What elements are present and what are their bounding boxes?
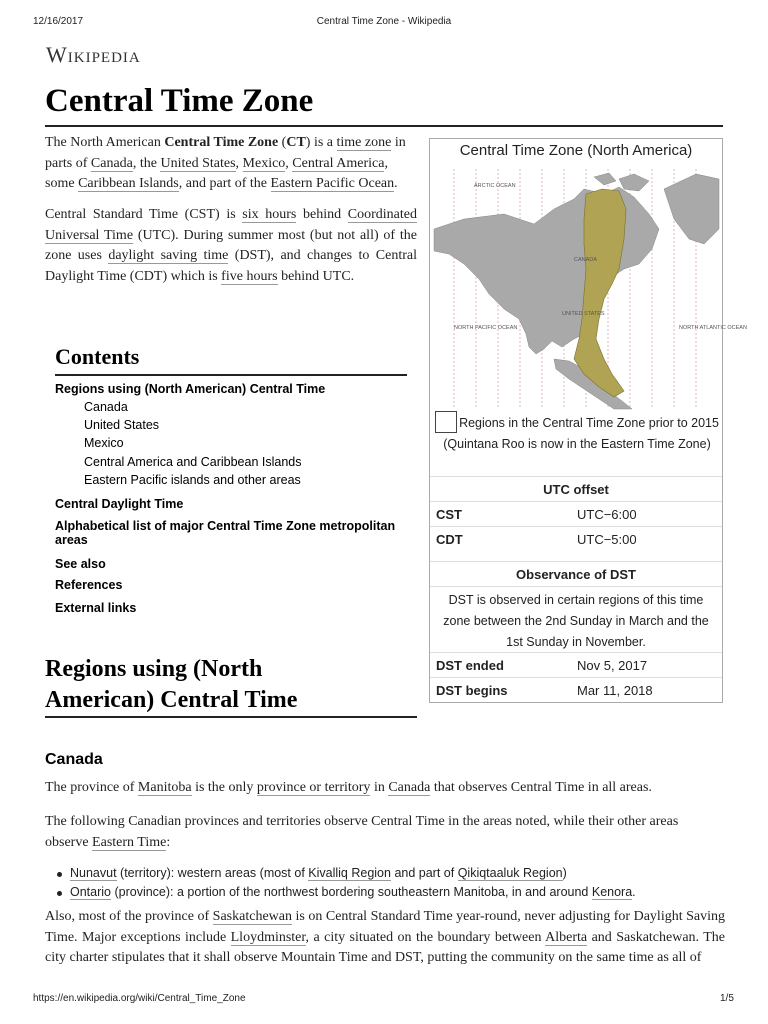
wikipedia-wordmark[interactable]: Wikipedia: [46, 42, 141, 67]
cdt-label: CDT: [436, 532, 463, 547]
toc-item-see-also[interactable]: See also: [55, 557, 106, 571]
section-heading-regions: Regions using (North American) Central Time: [45, 656, 298, 713]
link-caribbean-islands[interactable]: Caribbean Islands: [78, 176, 179, 191]
cst-row: [430, 501, 722, 526]
canada-paragraph-1: The province of Manitoba is the only province or territory in Canada that observes Central Time in all areas.: [45, 780, 652, 795]
infobox: [429, 138, 747, 703]
toc-item-regions[interactable]: Regions using (North American) Central Time: [55, 382, 326, 396]
link-daylight-saving-time[interactable]: daylight saving time: [108, 248, 229, 263]
title-divider: [45, 125, 723, 127]
link-five-hours[interactable]: five hours: [221, 268, 278, 284]
central-time-zone-map[interactable]: [434, 169, 747, 409]
infobox-caption: Regions in the Central Time Zone prior to 2015 (Quintana Roo is now in the Eastern Time Zone): [434, 411, 720, 455]
contents-divider: [55, 374, 407, 376]
link-six-hours[interactable]: six hours: [242, 207, 297, 222]
toc-item-canada[interactable]: Canada: [84, 400, 128, 414]
dst-begins-value: Mar 11, 2018: [577, 683, 653, 698]
dst-begins-label: DST begins: [436, 683, 508, 698]
intro-paragraph-1: The North American Central Time Zone (CT) is a time zone in parts of Canada, the United States, Mexico, Central America, some Caribbean Islands, and part of the Eastern Pacific Ocean.: [45, 135, 406, 191]
svg-text:CANADA: CANADA: [574, 257, 597, 263]
toc-item-eastern-pacific[interactable]: Eastern Pacific islands and other areas: [84, 473, 301, 487]
contents-title: Contents: [55, 344, 140, 369]
canada-paragraph-3: Also, most of the province of Saskatchewan is on Central Standard Time year-round, never adjusting for Daylight Saving Time. Major exceptions include Lloydminster, a city situated on the boundary between Alberta and Saskatchewan. The city charter stipulates that it shall observe Mountain Time and DST, putting the community on the same time as all of: [45, 909, 726, 965]
link-eastern-time[interactable]: Eastern Time: [92, 834, 167, 850]
link-qikiqtaaluk-region[interactable]: Qikiqtaaluk Region: [457, 866, 563, 880]
bullet-ontario: Ontario (province): a portion of the northwest bordering southeastern Manitoba, in and around Kenora.: [70, 885, 636, 899]
link-nunavut[interactable]: Nunavut: [70, 866, 117, 880]
toc-item-united-states[interactable]: United States: [84, 418, 160, 432]
link-saskatchewan[interactable]: Saskatchewan: [212, 909, 292, 924]
toc-item-metro-areas[interactable]: Alphabetical list of major Central Time Zone metropolitan areas: [55, 519, 396, 547]
link-time-zone[interactable]: time zone: [336, 135, 392, 150]
link-kenora[interactable]: Kenora: [591, 885, 633, 899]
cst-value: UTC−6:00: [577, 507, 637, 522]
link-central-america[interactable]: Central America: [292, 155, 385, 171]
toc-item-mexico[interactable]: Mexico: [84, 436, 124, 450]
svg-text:NORTH ATLANTIC OCEAN: NORTH ATLANTIC OCEAN: [679, 325, 747, 331]
toc-item-central-america[interactable]: Central America and Caribbean Islands: [84, 455, 302, 469]
toc-item-external-links[interactable]: External links: [55, 601, 137, 615]
link-united-states[interactable]: United States: [160, 155, 236, 171]
dst-ended-value: Nov 5, 2017: [577, 658, 648, 673]
link-lloydminster[interactable]: Lloydminster: [230, 929, 306, 945]
svg-text:UNITED STATES: UNITED STATES: [562, 311, 605, 317]
print-date: 12/16/2017: [33, 16, 84, 27]
print-page-title: Central Time Zone - Wikipedia: [316, 16, 452, 27]
utc-offset-header: UTC offset: [430, 476, 722, 501]
cst-label: CST: [436, 507, 462, 522]
link-ontario[interactable]: Ontario: [70, 885, 111, 899]
infobox-title: Central Time Zone (North America): [459, 142, 693, 159]
svg-text:ARCTIC OCEAN: ARCTIC OCEAN: [474, 183, 516, 189]
link-eastern-pacific-ocean[interactable]: Eastern Pacific Ocean: [270, 176, 395, 191]
link-canada[interactable]: Canada: [90, 155, 133, 171]
link-utc[interactable]: Coordinated Universal Time: [45, 207, 417, 243]
print-url: https://en.wikipedia.org/wiki/Central_Time_Zone: [33, 993, 246, 1004]
subsection-heading-canada: Canada: [45, 751, 103, 768]
intro-paragraph-2: Central Standard Time (CST) is six hours behind Coordinated Universal Time (UTC). During summer most (but not all) of the zone uses daylight saving time (DST), and changes to Central Daylight Time (CDT) which is five hours behind UTC.: [45, 207, 417, 284]
cdt-row: [430, 526, 722, 551]
svg-text:NORTH PACIFIC OCEAN: NORTH PACIFIC OCEAN: [454, 325, 518, 331]
dst-observance-header: Observance of DST: [430, 561, 722, 586]
link-mexico[interactable]: Mexico: [242, 155, 286, 171]
dst-begins-row: [430, 677, 722, 702]
cdt-value: UTC−5:00: [577, 532, 637, 547]
dst-observance-text: DST is observed in certain regions of this time zone between the 2nd Sunday in March and the 1st Sunday in November.: [430, 586, 722, 652]
bullet-nunavut: Nunavut (territory): western areas (most of Kivalliq Region and part of Qikiqtaaluk Region): [70, 866, 567, 880]
toc-item-central-daylight-time[interactable]: Central Daylight Time: [55, 497, 184, 511]
link-alberta[interactable]: Alberta: [545, 929, 588, 945]
link-canada-2[interactable]: Canada: [388, 780, 431, 795]
canada-paragraph-2: The following Canadian provinces and territories observe Central Time in the areas noted, while their other areas observe Eastern Time:: [45, 814, 679, 850]
section-divider: [45, 716, 417, 718]
link-kivalliq-region[interactable]: Kivalliq Region: [308, 866, 391, 880]
dst-ended-label: DST ended: [436, 658, 504, 673]
link-manitoba[interactable]: Manitoba: [137, 780, 192, 795]
page-title: Central Time Zone: [45, 83, 314, 119]
link-province-or-territory[interactable]: province or territory: [256, 780, 371, 795]
print-page-number: 1/5: [720, 993, 734, 1004]
toc-item-references[interactable]: References: [55, 578, 123, 592]
dst-ended-row: [430, 652, 722, 677]
legend-swatch: [435, 411, 457, 433]
